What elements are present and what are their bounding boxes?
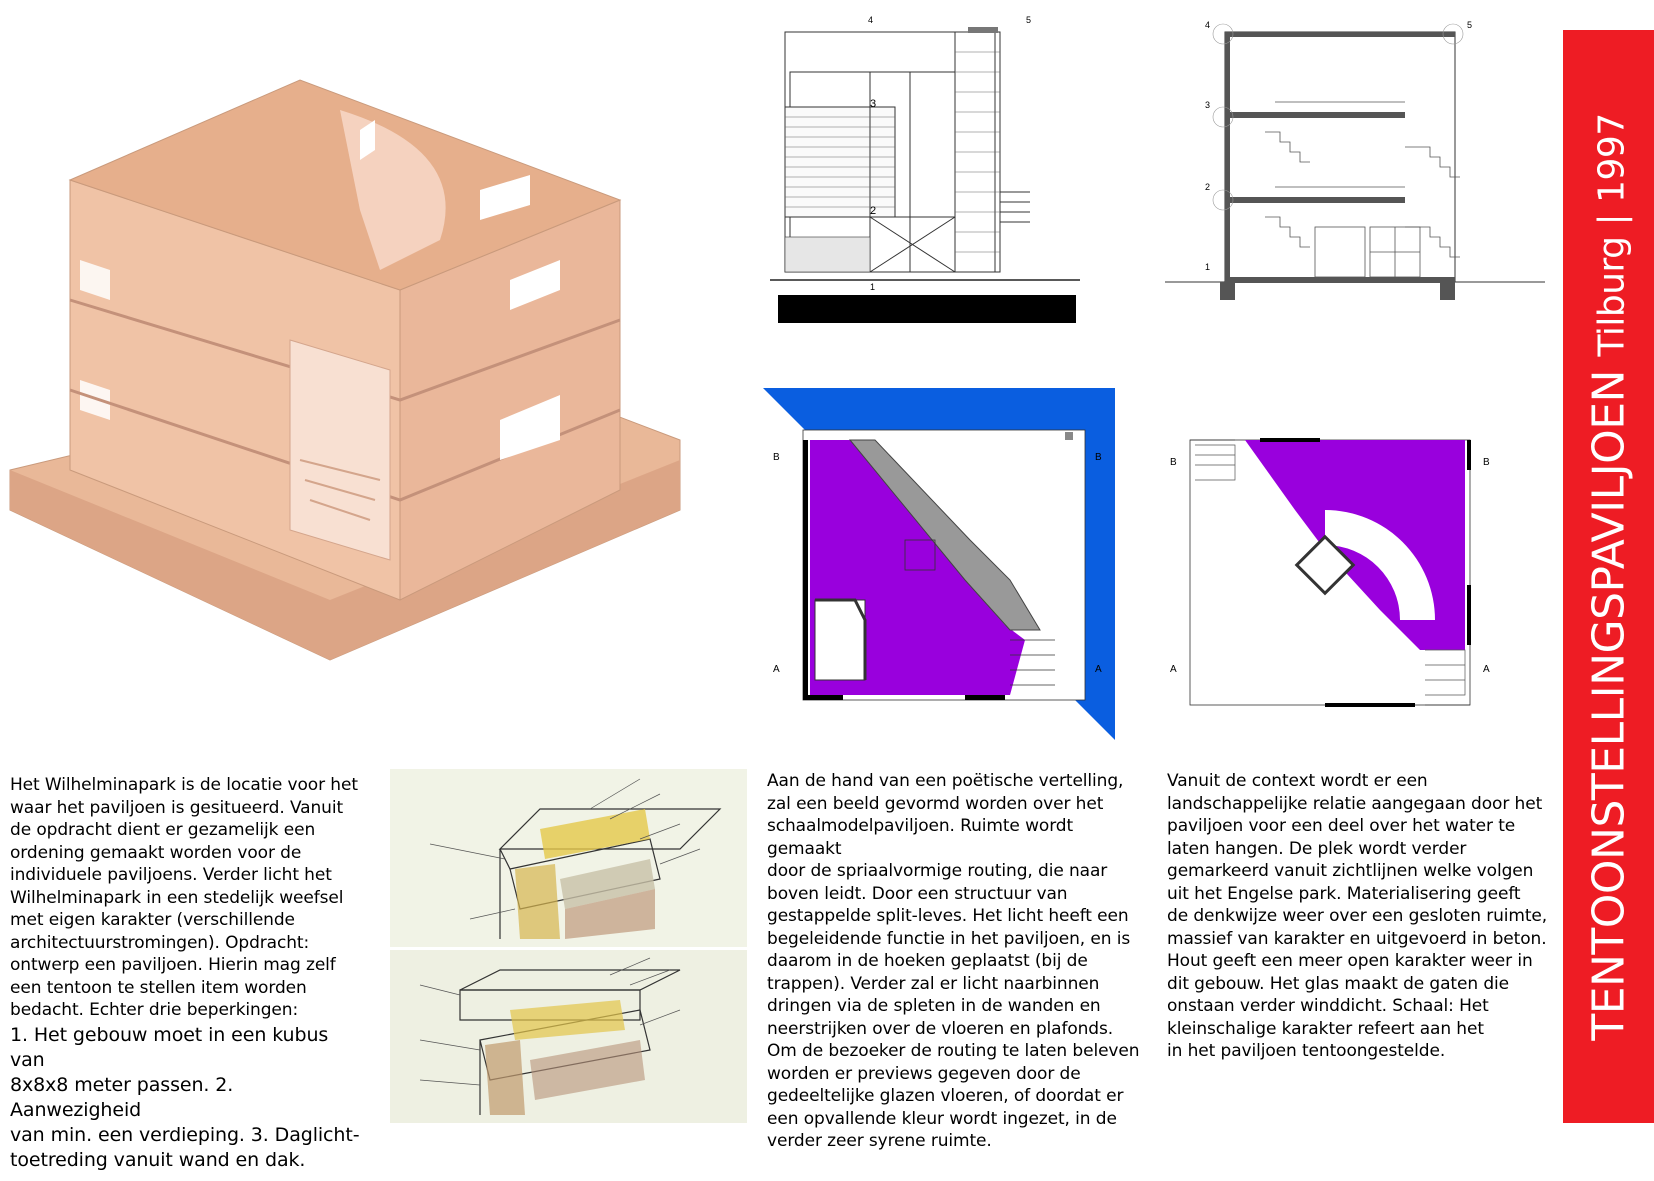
text-column-context (1167, 770, 1552, 1063)
text-column-concept (767, 770, 1152, 1153)
title-main: TENTOONSTELLINGSPAVILJOEN (1583, 369, 1634, 1041)
elevation-drawing (770, 12, 1100, 332)
ground-floor-plan (755, 380, 1125, 750)
section-label-4: 4 (1205, 20, 1211, 30)
section-label-3: 3 (1205, 100, 1211, 110)
section-drawing (1165, 12, 1545, 312)
model-photo (0, 40, 690, 720)
text-column-intro (10, 774, 360, 1173)
section-label-1: 1 (1205, 262, 1211, 272)
plan-ground-label-a-left: A (773, 664, 780, 675)
plan-ground-label-b-left: B (773, 452, 780, 463)
title-sub: Tilburg | 1997 (1591, 112, 1632, 357)
detail-sketch-bottom (390, 950, 747, 1123)
upper-floor-plan (1165, 420, 1525, 730)
elevation-label-3: 3 (870, 98, 877, 110)
section-label-5: 5 (1467, 20, 1473, 30)
plan-upper-label-b-left: B (1170, 457, 1177, 468)
title-band (1563, 30, 1654, 1123)
intro-paragraph: Het Wilhelminapark is de locatie voor het waar het paviljoen is gesitueerd. Vanuit de opdracht dient er gezamelijk een ordening gemaakt worden voor de individuele paviljoens. Verder licht het Wilhelminapark in een stedelijk weefsel met eigen karakter (verschillende architectuurstromingen). Opdracht: ontwerp een paviljoen. Hierin mag zelf een tentoon te stellen item worden bedacht. Echter drie beperkingen: (10, 775, 358, 1020)
plan-upper-label-b-right: B (1483, 457, 1490, 468)
section-label-2: 2 (1205, 182, 1211, 192)
elevation-label-1: 1 (870, 282, 876, 292)
plan-upper-label-a-left: A (1170, 664, 1177, 675)
project-title (1583, 113, 1634, 1040)
plan-upper-label-a-right: A (1483, 664, 1490, 675)
plan-ground-label-b-right: B (1095, 452, 1102, 463)
elevation-label-5: 5 (1026, 15, 1032, 25)
elevation-label-2: 2 (870, 205, 877, 217)
context-paragraph: Vanuit de context wordt er een landschappelijke relatie aangegaan door het paviljoen voor een deel over het water te laten hangen. De plek wordt verder gemarkeerd vanuit zichtlijnen welke volgen uit het Engelse park. Materialisering geeft de denkwijze weer over een gesloten ruimte, massief van karakter en uitgevoerd in beton. Hout geeft een meer open karakter weer in dit gebouw. Het glas maakt de gaten die onstaan verder winddicht. Schaal: Het kleinschalige karakter refeert aan het in het paviljoen tentoongestelde. (1167, 771, 1548, 1061)
plan-ground-label-a-right: A (1095, 664, 1102, 675)
elevation-label-4: 4 (868, 15, 874, 25)
concept-paragraph: Aan de hand van een poëtische vertelling, zal een beeld gevormd worden over het schaalmodelpaviljoen. Ruimte wordt gemaakt door de spriaalvormige routing, die naar boven leidt. Door een structuur van gestappelde split-leves. Het licht heeft een begeleidende functie in het paviljoen, en is daarom in de hoeken geplaatst (bij de trappen). Verder zal er licht naarbinnen dringen via de spleten in de wanden en neerstrijken over de vloeren en plafonds. Om de bezoeker de routing te laten beleven worden er previews gegeven door de gedeeltelijke glazen vloeren, of doordat er een opvallende kleur wordt ingezet, in de verder zeer syrene ruimte. (767, 771, 1140, 1151)
intro-constraints: 1. Het gebouw moet in een kubus van 8x8x8 meter passen. 2. Aanwezigheid van min. een verdieping. 3. Daglicht- toetreding vanuit wand en dak. (10, 1023, 360, 1171)
detail-sketch-top (390, 769, 747, 947)
